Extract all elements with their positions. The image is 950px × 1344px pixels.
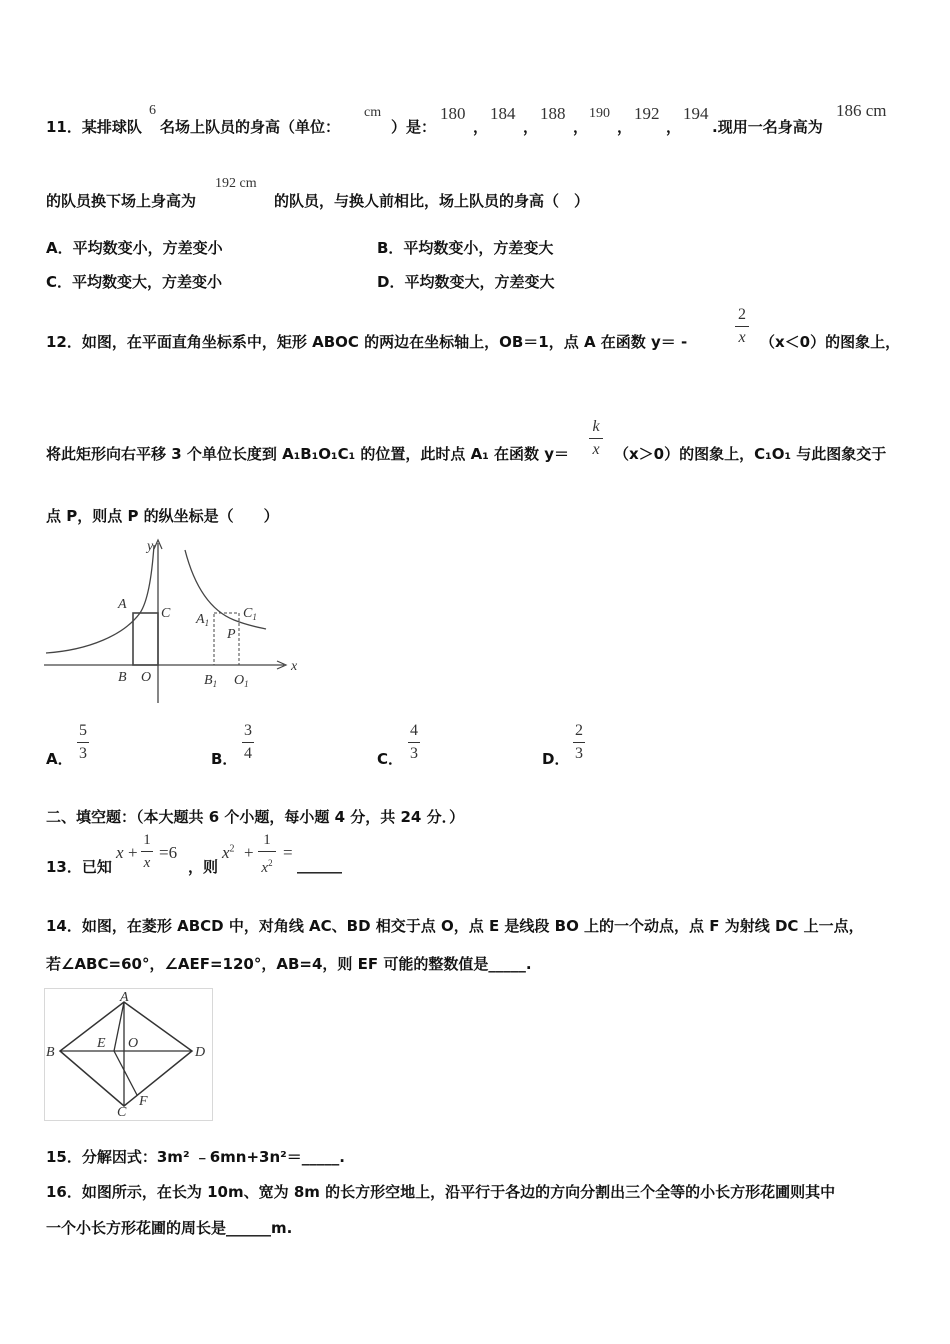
- q11-text-1: 某排球队: [81, 118, 142, 136]
- q11-sep-1: ，: [473, 118, 489, 136]
- fraction-bar: [408, 742, 420, 743]
- denominator: 4: [244, 745, 252, 762]
- q11-number: 11．: [46, 118, 82, 136]
- fraction-bar: [573, 742, 585, 743]
- numerator: 1: [263, 832, 271, 848]
- q13-plus: +: [128, 843, 138, 862]
- denominator: 3: [575, 745, 583, 762]
- q12-line2-end: （x＞0）的图象上，C₁O₁ 与此图象交于: [614, 445, 887, 463]
- q12-line1: 12．如图，在平面直角坐标系中，矩形 ABOC 的两边在坐标轴上，OB＝1，点 A 在函数 y＝ -: [46, 333, 688, 351]
- q12-fraction-2: [589, 418, 603, 459]
- q11-height-old: 192 cm: [215, 176, 257, 191]
- q12-option-b-label[interactable]: B．: [211, 750, 238, 768]
- q13-equals: =: [283, 843, 293, 862]
- denominator: 3: [79, 745, 87, 762]
- q12-coordinate-figure: [44, 535, 304, 705]
- q14-line1: 14．如图，在菱形 ABCD 中，对角线 AC、BD 相交于点 O，点 E 是线段 BO 上的一个动点，点 F 为射线 DC 上一点，: [46, 917, 864, 935]
- section-2-heading: 二、填空题：（本大题共 6 个小题，每小题 4 分，共 24 分．）: [46, 808, 465, 826]
- label-a: A: [118, 597, 127, 612]
- q11-unit: cm: [364, 105, 382, 120]
- label-p: P: [227, 627, 236, 642]
- q13-x-squared: $x^2$: [222, 843, 235, 862]
- q12-line1-end: （x＜0）的图象上，: [760, 333, 901, 351]
- q13-equals-6: =6: [159, 843, 178, 862]
- q12-fraction-2-num: k: [592, 418, 600, 435]
- q11-height-2: 184: [490, 104, 516, 123]
- q11-height-5: 192: [634, 104, 660, 123]
- q13-then: ，则: [188, 858, 219, 876]
- q11-text-4: .现用一名身高为: [712, 118, 823, 136]
- fraction-bar: [77, 742, 89, 743]
- label-o1: $O_1$: [234, 673, 249, 689]
- q11-height-1: 180: [440, 104, 466, 123]
- q11-sep-2: ，: [523, 118, 539, 136]
- segment-ef: [114, 1051, 137, 1095]
- q12-line3: 点 P，则点 P 的纵坐标是（ ）: [46, 507, 279, 525]
- q12-fraction-1-den: x: [738, 329, 746, 346]
- label-a1: $A_1$: [196, 612, 210, 628]
- q12-line2: 将此矩形向右平移 3 个单位长度到 A₁B₁O₁C₁ 的位置，此时点 A₁ 在函数 y＝: [46, 445, 570, 463]
- label-d: D: [195, 1045, 206, 1060]
- q11-line1: [46, 116, 142, 137]
- q11-text-6: 的队员，与换人前相比，场上队员的身高（ ）: [274, 192, 590, 210]
- fraction-bar: [141, 851, 153, 852]
- numerator: 2: [575, 722, 583, 739]
- label-b1: $B_1$: [204, 673, 218, 689]
- numerator: 3: [244, 722, 252, 739]
- q14-rhombus-figure: [44, 988, 214, 1122]
- q13-answer-blank[interactable]: ______: [297, 856, 342, 874]
- q13-plus-2: +: [244, 843, 254, 862]
- denominator: x: [143, 855, 151, 871]
- label-x: x: [291, 659, 298, 674]
- label-o: O: [141, 670, 152, 685]
- fraction-bar: [242, 742, 254, 743]
- q13-fraction-2: [258, 831, 276, 877]
- q12-option-d-label[interactable]: D．: [542, 750, 570, 768]
- q11-text-3: ）是：: [391, 118, 437, 136]
- q12-option-c-label[interactable]: C．: [377, 750, 404, 768]
- denominator: $x^2$: [261, 858, 273, 876]
- label-b: B: [46, 1045, 55, 1060]
- label-c: C: [161, 606, 171, 621]
- numerator: 4: [410, 722, 418, 739]
- q11-option-b[interactable]: B．平均数变小，方差变大: [377, 239, 554, 257]
- fraction-bar: [258, 851, 276, 852]
- q12-option-a-label[interactable]: A．: [46, 750, 73, 768]
- q11-option-a[interactable]: A．平均数变小，方差变小: [46, 239, 223, 257]
- label-o: O: [128, 1036, 139, 1051]
- q11-height-4: 190: [589, 106, 610, 121]
- q13-x: x: [116, 843, 124, 862]
- q11-height-new: 186 cm: [836, 101, 887, 120]
- label-c1: $C_1$: [243, 606, 257, 622]
- denominator: 3: [410, 745, 418, 762]
- label-c: C: [117, 1105, 127, 1120]
- q11-text-5: 的队员换下场上身高为: [46, 192, 197, 210]
- label-b: B: [118, 670, 127, 685]
- q12-option-d-fraction: [573, 722, 585, 763]
- q11-sep-5: ，: [666, 118, 682, 136]
- q16-line1: 16．如图所示，在长为 10m、宽为 8m 的长方形空地上，沿平行于各边的方向分割出三个全等的小长方形花圃则其中: [46, 1183, 836, 1201]
- q11-sep-4: ，: [617, 118, 633, 136]
- q11-count: 6: [149, 103, 156, 118]
- q11-height-3: 188: [540, 104, 566, 123]
- q11-option-c[interactable]: C．平均数变大，方差变小: [46, 273, 223, 291]
- q12-fraction-2-den: x: [592, 441, 600, 458]
- q11-option-d[interactable]: D．平均数变大，方差变大: [377, 273, 555, 291]
- q13-fraction-1: [141, 831, 153, 872]
- numerator: 5: [79, 722, 87, 739]
- numerator: 1: [143, 832, 151, 848]
- q12-fraction-1: [735, 306, 749, 347]
- q15-text: 15．分解因式：3m² ﹣6mn+3n²＝_____.: [46, 1148, 345, 1166]
- label-a: A: [120, 990, 129, 1005]
- q12-option-a-fraction: [77, 722, 89, 763]
- fraction-bar: [589, 438, 603, 439]
- q13-prefix: 13．已知: [46, 858, 112, 876]
- q14-line2: 若∠ABC=60°，∠AEF=120°，AB=4，则 EF 可能的整数值是_____.: [46, 955, 532, 973]
- q16-line2: 一个小长方形花圃的周长是______m.: [46, 1219, 293, 1237]
- rhombus-abcd: [60, 1002, 192, 1106]
- rectangle-aboc: [133, 613, 158, 665]
- label-f: F: [139, 1094, 148, 1109]
- label-y: y: [147, 539, 154, 554]
- q11-height-6: 194: [683, 104, 709, 123]
- q12-fraction-1-num: 2: [738, 306, 746, 323]
- q11-text-2: 名场上队员的身高（单位：: [160, 118, 341, 136]
- q11-sep-3: ，: [573, 118, 589, 136]
- q12-option-b-fraction: [242, 722, 254, 763]
- q12-option-c-fraction: [408, 722, 420, 763]
- left-hyperbola: [46, 545, 154, 653]
- fraction-bar: [735, 326, 749, 327]
- label-e: E: [97, 1036, 106, 1051]
